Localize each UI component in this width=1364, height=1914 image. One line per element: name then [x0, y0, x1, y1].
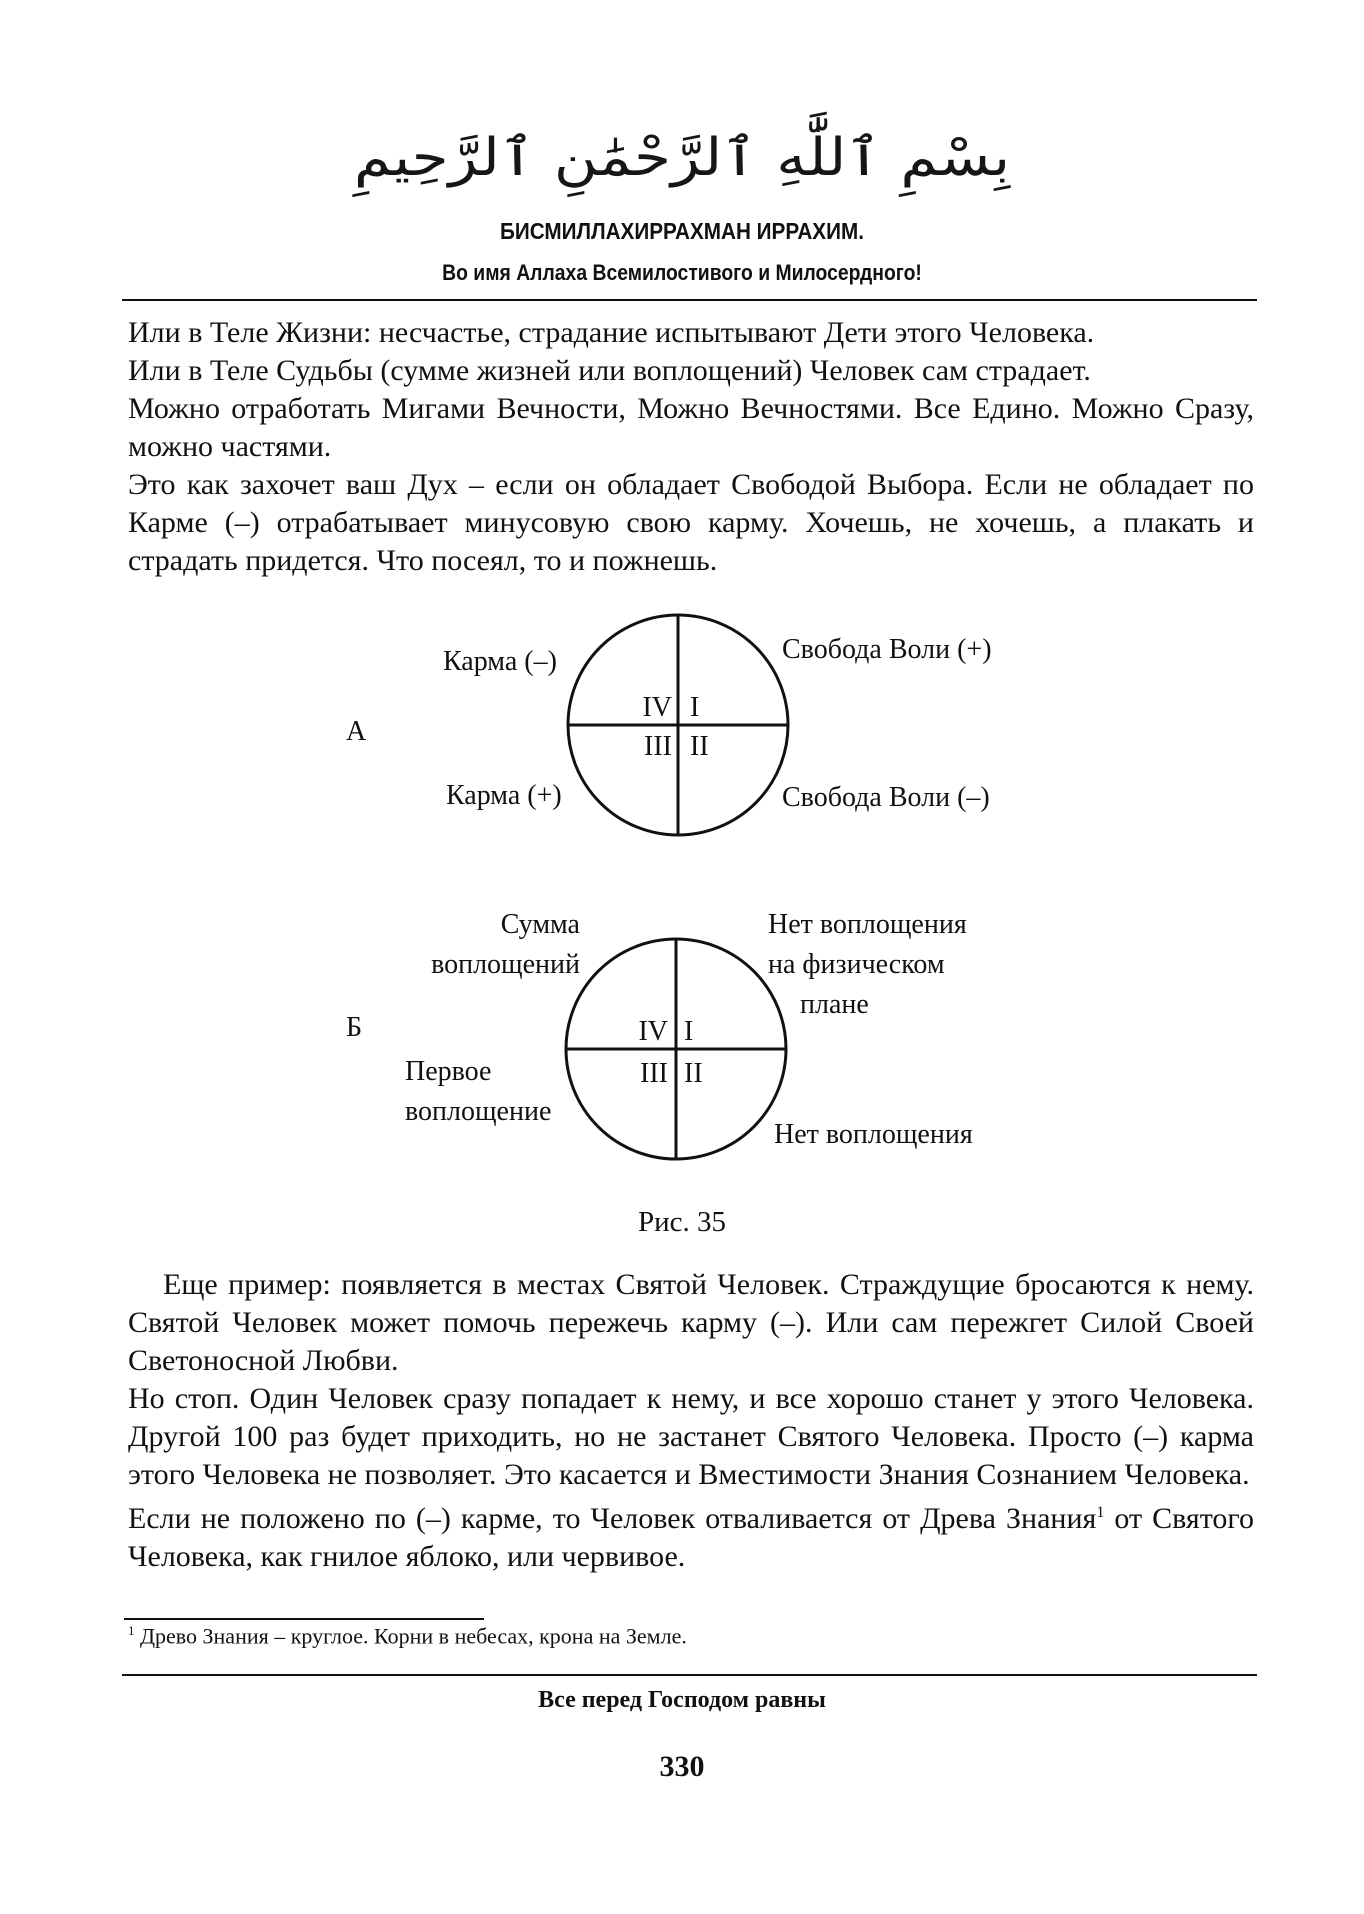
header-rule	[122, 299, 1257, 301]
paragraph	[128, 1494, 1254, 1576]
footer-title: Все перед Господом равны	[538, 1687, 826, 1713]
label-line: плане	[800, 989, 869, 1020]
diagram-a-top-right-label: Свобода Воли (+)	[782, 634, 992, 665]
footnote-rule	[124, 1618, 484, 1620]
label-line: Нет воплощения	[768, 909, 967, 940]
bismillah-calligraphy: بِسْمِ ٱللَّٰهِ ٱلرَّحْمَٰنِ ٱلرَّحِيمِ	[353, 128, 1011, 188]
top-text-block	[128, 314, 1254, 580]
diagram-a-letter: А	[346, 716, 367, 747]
diagram-a-quadrant-iv: IV	[642, 692, 672, 723]
diagram-a-quadrant-i: I	[690, 692, 700, 723]
diagram-b-quadrant-iii: III	[640, 1058, 668, 1089]
paragraph: Можно отработать Мигами Вечности, Можно Вечностями. Все Едино. Можно Сразу, можно частями.	[128, 392, 1254, 463]
diagram-a-circle	[566, 610, 806, 850]
diagram-a-top-left-label: Карма (–)	[443, 646, 557, 677]
paragraph: Или в Теле Жизни: несчастье, страдание испытывают Дети этого Человека.	[128, 316, 1095, 349]
diagram-a-bottom-right-label: Свобода Воли (–)	[782, 782, 990, 813]
paragraph: Но стоп. Один Человек сразу попадает к нему, и все хорошо станет у этого Человека. Другой 100 раз будет приходить, но не застанет Святого Человека. Просто (–) карма этого Человека не позволяет. Это касается и Вместимости Знания Сознанием Человека.	[128, 1382, 1254, 1491]
diagram-a-bottom-left-label: Карма (+)	[446, 780, 562, 811]
diagram-a-quadrant-ii: II	[690, 731, 709, 762]
footnote	[128, 1623, 687, 1649]
paragraph-text: от Святого Человека, как гнилое яблоко, или червивое.	[128, 1502, 1254, 1573]
paragraph-text: Если не положено по (–) карме, то Человек отваливается от Древа Знания	[128, 1502, 1097, 1535]
diagram-a-quadrant-iii: III	[644, 731, 672, 762]
label-line: воплощений	[431, 949, 580, 980]
diagram-b-top-left-label	[390, 905, 580, 985]
diagram-b-top-right-label	[768, 905, 967, 1025]
footer-rule	[122, 1674, 1257, 1676]
label-line: Сумма	[500, 909, 580, 940]
footnote-marker: 1	[128, 1623, 135, 1638]
header-title: БИСМИЛЛАХИРРАХМАН ИРРАХИМ.	[500, 218, 864, 244]
paragraph: Это как захочет ваш Дух – если он обладает Свободой Выбора. Если не обладает по Карме (–) отрабатывает минусовую свою карму. Хочешь, не хочешь, а плакать и страдать придется. Что посеял, то и пожнешь.	[128, 468, 1254, 577]
label-line: на физическом	[768, 949, 945, 980]
page-number: 330	[659, 1750, 705, 1783]
diagram-b-circle	[560, 934, 800, 1174]
label-line: Первое	[405, 1056, 492, 1087]
diagram-b-letter: Б	[346, 1012, 363, 1043]
diagram-b-quadrant-iv: IV	[638, 1016, 668, 1047]
paragraph: Еще пример: появляется в местах Святой Человек. Страждущие бросаются к нему. Святой Человек может помочь пережечь карму (–). Или сам пережгет Силой Своей Светоносной Любви.	[128, 1268, 1254, 1377]
diagram-b-quadrant-i: I	[684, 1016, 694, 1047]
footnote-ref: 1	[1096, 1504, 1105, 1521]
bottom-text-block	[128, 1266, 1254, 1576]
paragraph: Или в Теле Судьбы (сумме жизней или воплощений) Человек сам страдает.	[128, 354, 1091, 387]
diagram-b-bottom-right-label: Нет воплощения	[774, 1119, 973, 1150]
diagram-b-bottom-left-label	[405, 1052, 551, 1132]
header-subtitle: Во имя Аллаха Всемилостивого и Милосердного!	[442, 260, 922, 285]
diagram-b-quadrant-ii: II	[684, 1058, 703, 1089]
footnote-text: Древо Знания – круглое. Корни в небесах, крона на Земле.	[134, 1623, 687, 1649]
figure-caption: Рис. 35	[637, 1206, 727, 1238]
label-line: воплощение	[405, 1096, 552, 1127]
